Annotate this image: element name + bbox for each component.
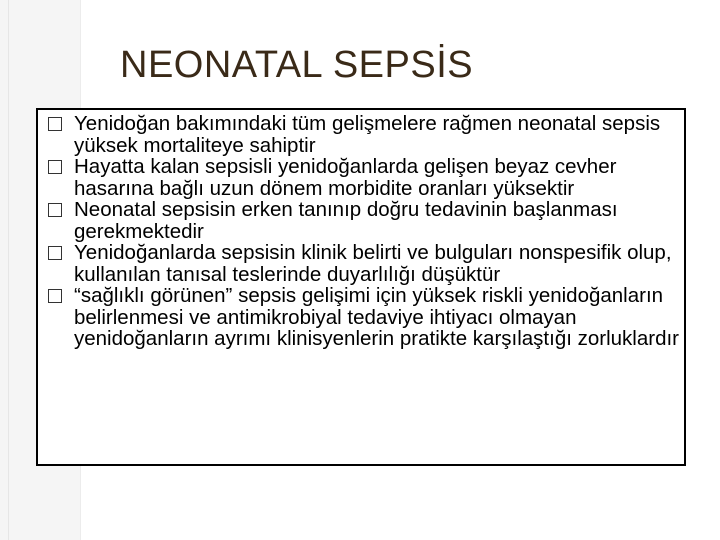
- checkbox-bullet-icon: [48, 160, 62, 174]
- slide-title: NEONATAL SEPSİS: [120, 44, 474, 86]
- list-item: [48, 156, 688, 199]
- list-item: [48, 113, 688, 156]
- bullet-text: Yenidoğan bakımındaki tüm gelişmelere rağmen neonatal sepsis yüksek mortaliteye sahiptir: [74, 112, 661, 157]
- list-item: [48, 199, 688, 242]
- bullet-text: Yenidoğanlarda sepsisin klinik belirti ve bulguları nonspesifik olup, kullanılan tanısal teslerinde duyarlılığı düşüktür: [74, 241, 672, 286]
- bullet-list: [48, 113, 688, 350]
- checkbox-bullet-icon: [48, 246, 62, 260]
- bullet-text: Hayatta kalan sepsisli yenidoğanlarda gelişen beyaz cevher hasarına bağlı uzun dönem morbidite oranları yüksektir: [74, 155, 617, 200]
- checkbox-bullet-icon: [48, 203, 62, 217]
- checkbox-bullet-icon: [48, 289, 62, 303]
- bullet-text: “sağlıklı görünen” sepsis gelişimi için yüksek riskli yenidoğanların belirlenmesi ve antimikrobiyal tedaviye ihtiyacı olmayan yenidoğanların ayrımı klinisyenlerin pratikte karşılaştığı zorluklardır: [74, 284, 680, 350]
- list-item: [48, 285, 688, 350]
- checkbox-bullet-icon: [48, 117, 62, 131]
- list-item: [48, 242, 688, 285]
- bullet-text: Neonatal sepsisin erken tanınıp doğru tedavinin başlanması gerekmektedir: [74, 198, 618, 243]
